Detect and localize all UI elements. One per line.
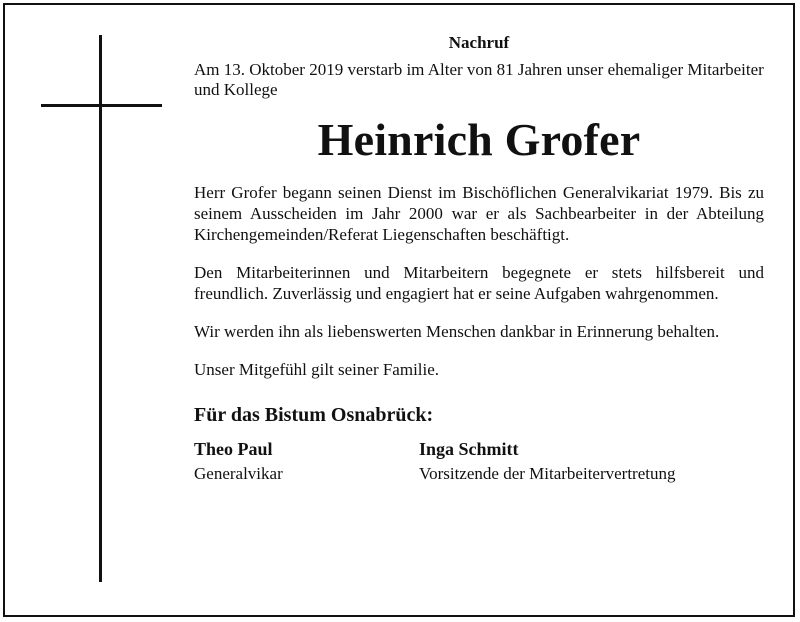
signer-staff-council bbox=[419, 438, 675, 485]
signer-role: Generalvikar bbox=[194, 464, 283, 483]
signers bbox=[194, 438, 764, 488]
deceased-name: Heinrich Grofer bbox=[317, 114, 641, 165]
paragraph-condolence: Unser Mitgefühl gilt seiner Familie. bbox=[194, 360, 440, 379]
notice-intro: Am 13. Oktober 2019 verstarb im Alter von 81 Jahren unser ehemaliger Mitarbeiter und Kollege bbox=[194, 60, 764, 99]
paragraph-career: Herr Grofer begann seinen Dienst im Bischöflichen Generalvikariat 1979. Bis zu seinem Ausscheiden im Jahr 2000 war er als Sachbearbeiter in der Abteilung Kirchengemeinden/Referat Liegenschaften beschäftigt. bbox=[194, 183, 764, 244]
organization-line: Für das Bistum Osnabrück: bbox=[194, 404, 434, 426]
paragraph-remembrance: Wir werden ihn als liebenswerten Menschen dankbar in Erinnerung behalten. bbox=[194, 322, 720, 341]
notice-content bbox=[194, 30, 764, 488]
paragraph-character: Den Mitarbeiterinnen und Mitarbeitern begegnete er stets hilfsbereit und freundlich. Zuverlässig und engagiert hat er seine Aufgaben wahrgenommen. bbox=[194, 263, 764, 303]
signer-name: Inga Schmitt bbox=[419, 439, 519, 459]
cross-symbol-vertical-bar bbox=[99, 35, 102, 582]
signer-vicar-general bbox=[194, 438, 283, 485]
signer-role: Vorsitzende der Mitarbeitervertretung bbox=[419, 464, 676, 483]
signer-name: Theo Paul bbox=[194, 439, 273, 459]
notice-heading: Nachruf bbox=[448, 33, 510, 52]
cross-symbol-horizontal-bar bbox=[41, 104, 162, 107]
